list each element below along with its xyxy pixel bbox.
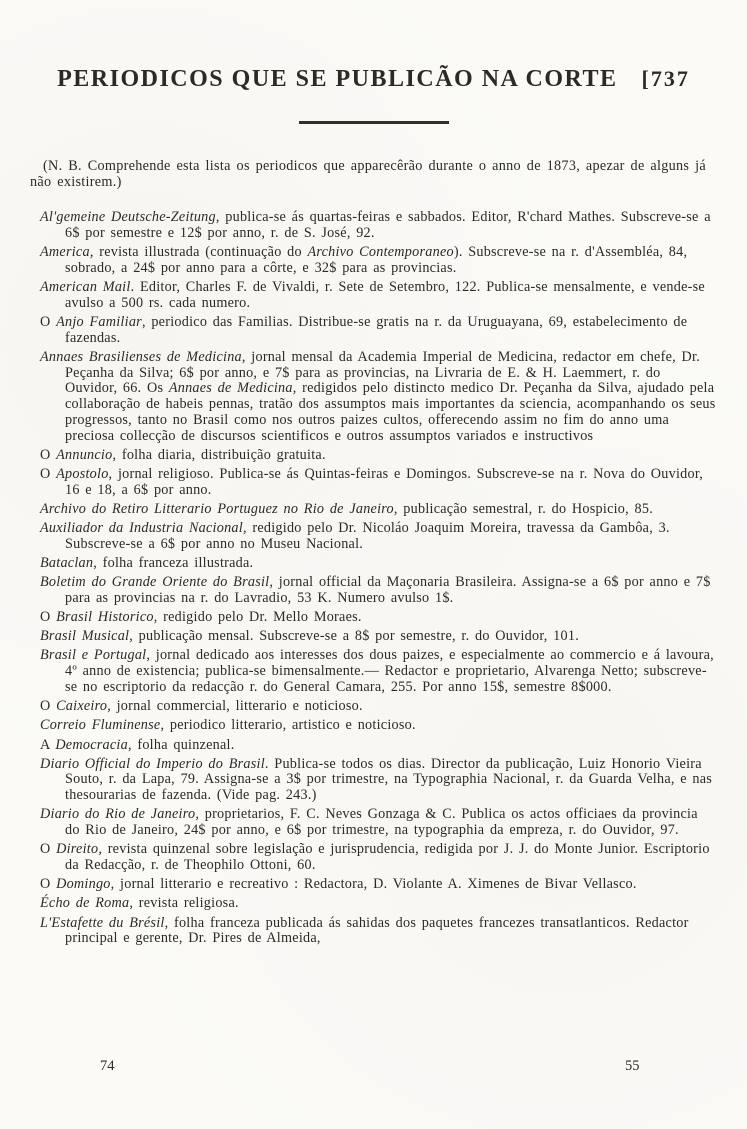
periodical-name: Direito [56, 841, 99, 858]
entry-text: , redigido pelo Dr. Nicoláo Joaquim Moreira, travessa da Gambôa, 3. Subscreve-se a 6$ por anno no Museu Nacional. [65, 520, 670, 552]
periodical-name: Brasil Musical [40, 628, 130, 645]
periodical-name: Archivo Contemporaneo [307, 244, 454, 261]
entry-text: , jornal commercial, litterario e noticioso. [107, 698, 363, 715]
entry-text: , jornal religioso. Publica-se ás Quintas-feiras e Domingos. Subscreve-se na r. Nova do Ouvidor, 16 e 18, a 6$ por anno. [65, 465, 704, 498]
periodical-entry [40, 350, 717, 444]
periodical-entry [40, 629, 717, 645]
entry-text: A [40, 736, 56, 753]
periodical-name: Democracia [55, 736, 128, 753]
periodical-entry [40, 699, 717, 715]
periodical-name: Domingo [56, 876, 111, 893]
entry-text: , publicação mensal. Subscreve-se a 8$ por semestre, r. do Ouvidor, 101. [129, 628, 579, 645]
periodical-name: Annuncio [56, 446, 113, 463]
periodical-entry [40, 467, 717, 498]
entry-text: , redigido pelo Dr. Mello Moraes. [153, 609, 362, 626]
periodical-name: Auxiliador da Industria Nacional [40, 520, 243, 537]
periodical-entry [40, 842, 717, 873]
entry-text: , revista illustrada (continuação do [89, 244, 308, 261]
periodical-entry [40, 280, 717, 311]
periodical-name: Anjo Familiar [56, 314, 142, 331]
entry-text: , periodico das Familias. Distribue-se gratis na r. da Uruguayana, 69, estabelecimento de fazendas. [65, 314, 688, 346]
periodical-entry [40, 877, 717, 893]
periodical-name: Annaes de Medicina [168, 380, 293, 397]
periodical-entry [40, 575, 717, 606]
entry-text: O [40, 465, 57, 482]
periodical-entry [40, 556, 717, 572]
entry-text: , publica-se ás quartas-feiras e sabbados. Editor, R'chard Mathes. Subscreve-se a 6$ por semestre e 12$ por anno, r. de S. José, 92. [65, 209, 711, 242]
page-header [0, 0, 747, 93]
periodical-name: Apostolo [56, 465, 109, 482]
footer-page-number-left: 74 [100, 1058, 115, 1074]
periodical-entry [40, 610, 717, 626]
periodical-entry [40, 502, 717, 518]
entry-text: . Editor, Charles F. de Vivaldi, r. Sete de Setembro, 122. Publica-se mensalmente, e vende-se avulso a 500 rs. cada numero. [65, 279, 705, 311]
periodical-name: Brasil e Portugal [40, 647, 147, 664]
entry-text: , folha franceza publicada ás sahidas dos paquetes francezes transatlanticos. Redactor principal e gerente, Dr. Pires de Almeida, [65, 914, 689, 947]
periodical-name: Caixeiro [56, 698, 108, 715]
periodical-name: Diario Official do Imperio do Brasil [40, 755, 265, 772]
entry-text: , periodico litterario, artistico e noticioso. [160, 717, 416, 734]
periodical-name: Correio Fluminense [40, 717, 161, 734]
footer-page-number-right: 55 [625, 1058, 640, 1074]
entry-text: . Publica-se todos os dias. Director da publicação, Luiz Honorio Vieira Souto, r. da Lapa, 79. Assigna-se a 3$ por trimestre, na Typographia Nacional, r. da Guarda Velha, e nas thesourarias de fazenda. (Vide pag. 243.) [65, 755, 713, 804]
periodical-name: Archivo do Retiro Litterario Portuguez no Rio de Janeiro [40, 500, 394, 517]
entry-text: , revista quinzenal sobre legislação e jurisprudencia, redigida por J. J. do Monte Junior. Escriptorio da Redacção, r. de Theophilo Ottoni, 60. [65, 841, 710, 873]
periodical-entry [40, 807, 717, 838]
entry-text: , folha franceza illustrada. [93, 554, 254, 571]
page-title: PERIODICOS QUE SE PUBLICÃO NA CORTE [57, 66, 618, 92]
periodical-name: Bataclan [40, 554, 94, 571]
periodical-name: Diario do Rio de Janeiro [40, 806, 196, 823]
periodical-name: America [40, 244, 90, 261]
entry-text: O [40, 609, 57, 626]
entry-text: ). Subscreve-se na r. d'Assembléa, 84, sobrado, a 24$ por anno para a côrte, e 32$ para as provincias. [65, 244, 688, 277]
periodical-entry [40, 210, 717, 241]
entry-text: O [40, 446, 57, 463]
periodical-entry [40, 521, 717, 552]
entry-text: O [40, 698, 57, 715]
entry-text: , redigidos pelo distincto medico Dr. Peçanha da Silva, ajudado pela collaboração de habeis pennas, tratão dos assumptos mais importantes da sciencia, acompanhando os seus progressos, tanto no Brasil como nos outros paizes cultos, offerecendo assim no fim do anno uma preciosa collecção de discursos scientificos e outros assumptos variados e instructivos [65, 380, 716, 444]
editorial-note: (N. B. Comprehende esta lista os periodicos que apparecêrão durante o anno de 1873, apezar de alguns já não existirem.) [30, 158, 706, 191]
entry-text: , jornal dedicado aos interesses dos dous paizes, e especialmente ao commercio e á lavoura, 4º anno de existencia; publica-se bimensalmente.— Redactor e proprietario, Alvarenga Netto; subscreve-se no escriptorio da redacção r. do General Camara, 255. Por anno 15$, semestre 8$000. [65, 647, 714, 695]
entry-text: , jornal mensal da Academia Imperial de Medicina, redactor em chefe, Dr. Peçanha da Silva; 6$ por anno, e 7$ para as provincias, na Livraria de E. & H. Laemmert, r. do Ouvidor, 66. Os [65, 349, 701, 397]
title-divider-rule [299, 121, 449, 124]
column-reference-number: [737 [641, 66, 690, 91]
periodical-entry [40, 916, 717, 947]
periodical-entry [40, 448, 717, 464]
entry-text: , revista religiosa. [129, 895, 239, 912]
entry-text: , folha diaria, distribuição gratuita. [112, 446, 326, 463]
periodical-entry [40, 738, 717, 754]
entry-text: , publicação semestral, r. do Hospicio, 85. [393, 500, 654, 517]
periodical-entry [40, 718, 717, 734]
periodical-entry [40, 648, 717, 695]
periodical-name: Écho de Roma [40, 895, 130, 912]
entry-text: , folha quinzenal. [127, 736, 235, 753]
entry-text: , jornal official da Maçonaria Brasileira. Assigna-se a 6$ por anno e 7$ para as provincias na r. do Lavradio, 53 K. Numero avulso 1$. [65, 574, 711, 606]
periodical-entry [40, 896, 717, 912]
entry-text: O [40, 876, 57, 893]
periodical-name: L'Estafette du Brésil [40, 914, 165, 931]
periodical-name: Al'gemeine Deutsche-Zeitung [40, 209, 216, 226]
periodical-name: Annaes Brasilienses de Medicina [40, 349, 242, 366]
entry-text: O [40, 314, 57, 331]
periodical-name: Brasil Historico [56, 609, 154, 626]
entry-text: , jornal litterario e recreativo : Redactora, D. Violante A. Ximenes de Bivar Vellasco. [110, 876, 637, 893]
periodical-entry [40, 245, 717, 276]
periodicals-list [40, 210, 717, 947]
entry-text: , proprietarios, F. C. Neves Gonzaga & C. Publica os actos officiaes da provincia do Rio de Janeiro, 24$ por anno, e 6$ por trimestre, na typographia da empreza, r. do Ouvidor, 97. [65, 806, 698, 839]
periodical-entry [40, 757, 717, 804]
periodical-name: Boletim do Grande Oriente do Brasil [40, 574, 270, 591]
entry-text: O [40, 841, 57, 858]
periodical-name: American Mail [40, 279, 131, 296]
periodical-entry [40, 315, 717, 346]
